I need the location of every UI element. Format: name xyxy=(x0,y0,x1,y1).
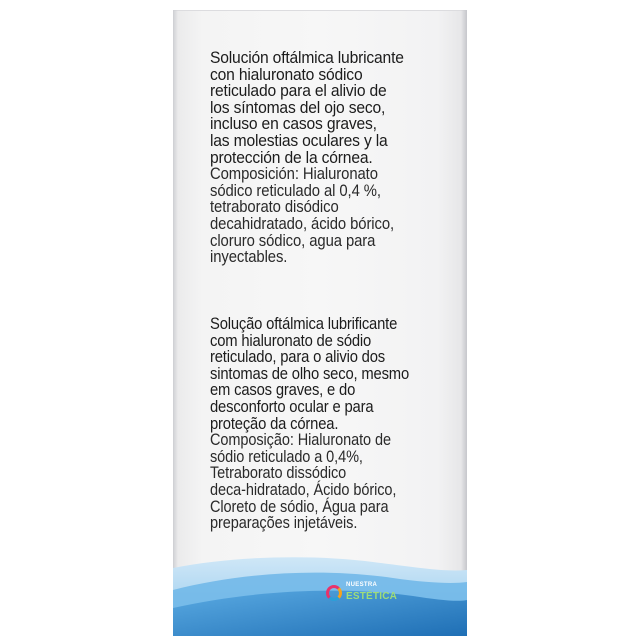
brand-logo xyxy=(326,579,406,619)
spanish-text-block xyxy=(210,50,460,266)
box-left-edge-shadow xyxy=(173,10,178,636)
blue-wave-graphic xyxy=(173,546,467,636)
logo-ring-icon xyxy=(326,585,342,601)
portuguese-headline: Solução oftálmica lubrificante com hialuronato de sódio reticulado, para o alivio dos sintomas de olho seco, mesmo em casos graves, e do desconforto ocular e para proteção da córnea. xyxy=(210,314,409,433)
logo-small-text: NUESTRA xyxy=(346,582,378,588)
spanish-composition: Composición: Hialuronato sódico reticulado al 0,4 %, tetraborato disódico decahidratado, ácido bórico, cloruro sódico, agua para inyectables. xyxy=(210,165,395,267)
product-box-side-panel xyxy=(173,10,467,636)
box-right-edge-shadow xyxy=(461,10,467,636)
portuguese-composition: Composição: Hialuronato de sódio reticulado a 0,4%, Tetraborato dissódico deca-hidratado, Ácido bórico, Cloreto de sódio, Água para preparações injetáveis. xyxy=(210,431,397,533)
portuguese-text-block xyxy=(210,316,460,532)
logo-word: ESTÉTICA xyxy=(346,591,398,602)
spanish-headline: Solución oftálmica lubricante con hialuronato sódico reticulado para el alivio de los síntomas del ojo seco, incluso en casos graves, las molestias oculares y la protección de la córnea. xyxy=(210,48,404,167)
